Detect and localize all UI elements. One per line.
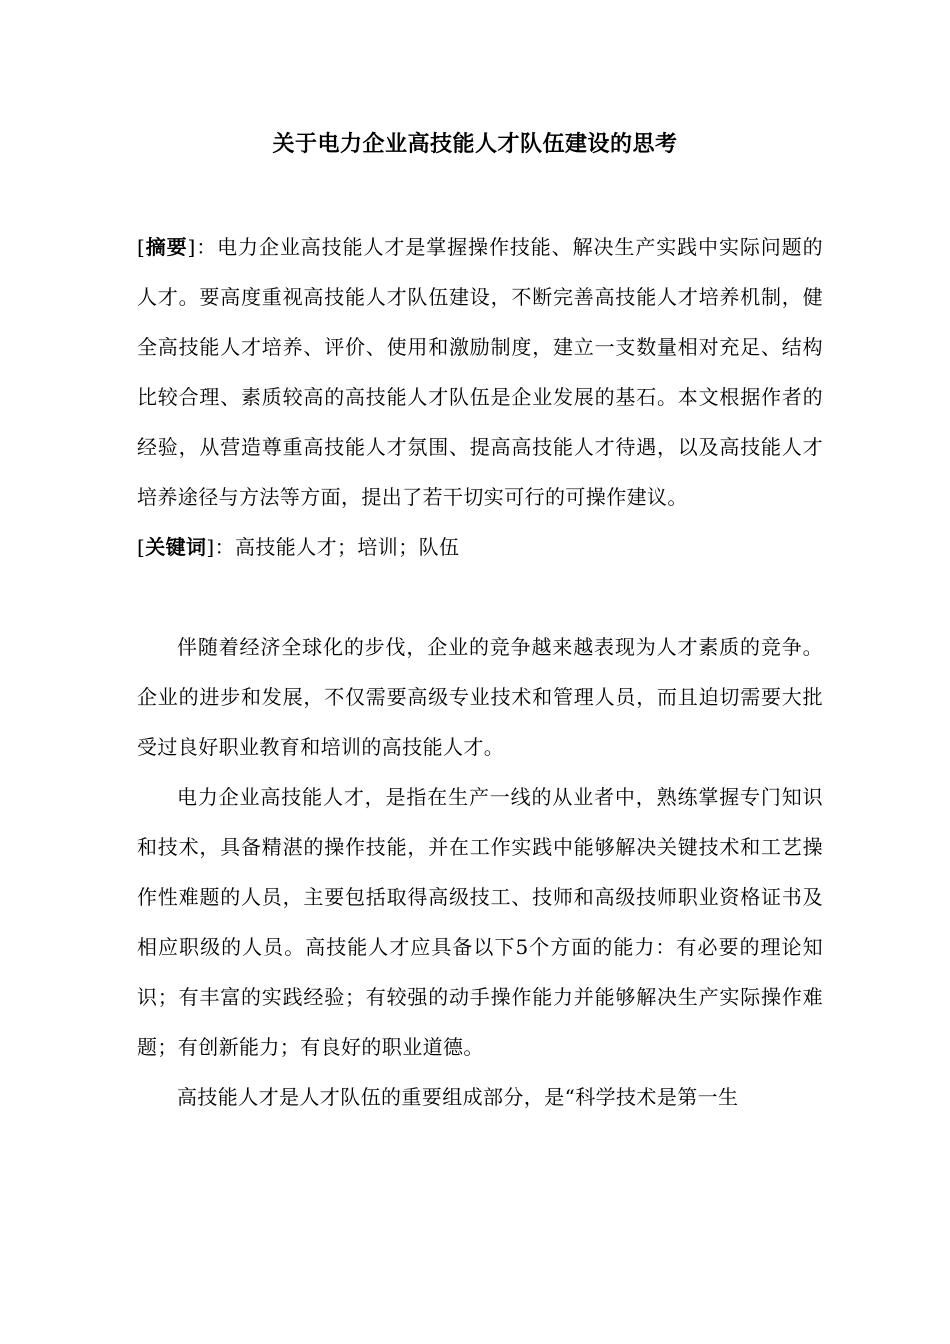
body-paragraph: 伴随着经济全球化的步伐，企业的竞争越来越表现为人才素质的竞争。企业的进步和发展，不仅需要高级专业技术和管理人员，而且迫切需要大批受过良好职业教育和培训的高技能人才。 (137, 635, 823, 759)
keywords-label: 关键词 (145, 535, 207, 559)
keywords-paragraph (137, 522, 823, 572)
abstract-text: ：电力企业高技能人才是掌握操作技能、解决生产实践中实际问题的人才。要高度重视高技能人才队伍建设，不断完善高技能人才培养机制，健全高技能人才培养、评价、使用和激励制度，建立一支数量相对充足、结构比较合理、素质较高的高技能人才队伍是企业发展的基石。本文根据作者的经验，从营造尊重高技能人才氛围、提高高技能人才待遇，以及高技能人才培养途径与方法等方面，提出了若干切实可行的可操作建议。 (137, 235, 823, 509)
abstract-paragraph (137, 222, 823, 522)
keywords-close-bracket: ] (206, 535, 215, 559)
abstract-close-bracket: ] (187, 235, 196, 259)
abstract-label: 摘要 (145, 235, 188, 259)
body-paragraph: 电力企业高技能人才，是指在生产一线的从业者中，熟练掌握专门知识和技术，具备精湛的操作技能，并在工作实践中能够解决关键技术和工艺操作性难题的人员，主要包括取得高级技工、技师和高级技师职业资格证书及相应职级的人员。高技能人才应具备以下5个方面的能力：有必要的理论知识；有丰富的实践经验；有较强的动手操作能力并能够解决生产实际操作难题；有创新能力；有良好的职业道德。 (137, 785, 823, 1059)
keywords-open-bracket: [ (137, 535, 146, 559)
keywords-text: ：高技能人才；培训；队伍 (214, 535, 460, 559)
body-paragraph: 高技能人才是人才队伍的重要组成部分，是“科学技术是第一生 (177, 1085, 739, 1109)
document-title: 关于电力企业高技能人才队伍建设的思考 (272, 131, 678, 157)
section-spacer (137, 572, 823, 622)
document-body (137, 222, 823, 1122)
abstract-open-bracket: [ (137, 235, 146, 259)
